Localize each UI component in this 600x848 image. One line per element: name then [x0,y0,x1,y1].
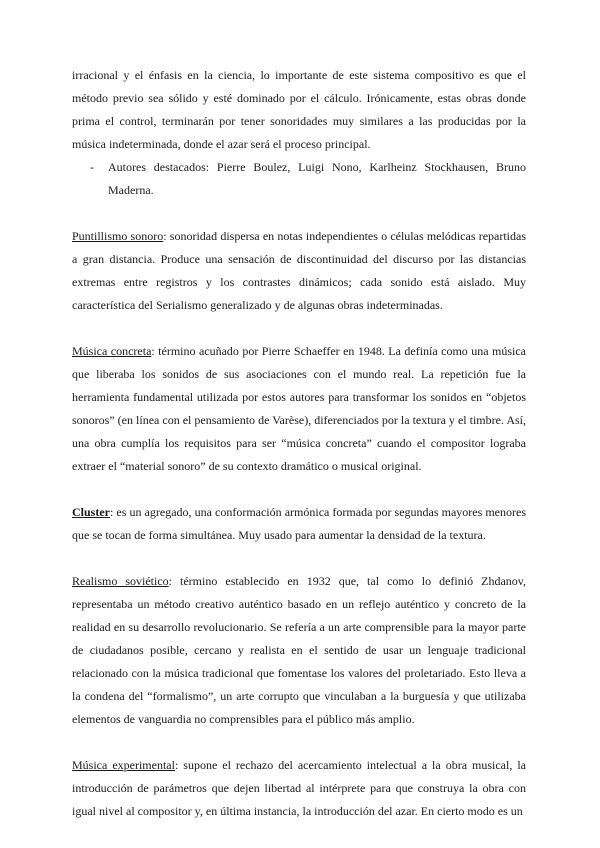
dash-bullet: - [90,160,94,174]
paragraph-gap [72,202,526,225]
document-body [72,64,526,823]
list-item-authors [72,156,526,202]
definition-musica-experimental: : supone el rechazo del acercamiento intelectual a la obra musical, la introducción de parámetros que dejen libertad al intérprete para que construya la obra con igual nivel al compositor y, en última instancia, la introducción del azar. En cierto modo es un [72,758,526,818]
term-puntillismo-sonoro: Puntillismo sonoro [72,229,164,243]
list-item-text: Autores destacados: Pierre Boulez, Luigi Nono, Karlheinz Stockhausen, Bruno Maderna. [108,160,526,197]
term-realismo-sovietico: Realismo soviético [72,574,169,588]
paragraph-gap [72,478,526,501]
definition-cluster: : es un agregado, una conformación armónica formada por segundas mayores menores que se tocan de forma simultánea. Muy usado para aumentar la densidad de la textura. [72,505,526,542]
section-musica-experimental [72,754,526,823]
section-musica-concreta [72,340,526,478]
definition-puntillismo-sonoro: : sonoridad dispersa en notas independientes o células melódicas repartidas a gran distancia. Produce una sensación de discontinuidad del discurso por las distancias extremas entre registros y los contrastes dinámicos; cada sonido está aislado. Muy característica del Serialismo generalizado y de algunas obras indeterminadas. [72,229,527,312]
paragraph-gap [72,317,526,340]
section-realismo-sovietico [72,570,526,731]
intro-paragraph: irracional y el énfasis en la ciencia, lo importante de este sistema compositivo es que el método previo sea sólido y esté dominado por el cálculo. Irónicamente, estas obras donde prima el control, terminarán por tener sonoridades muy similares a las producidas por la música indeterminada, donde el azar será el proceso principal. [72,68,526,151]
term-musica-concreta: Música concreta [72,344,152,358]
paragraph-gap [72,731,526,754]
section-puntillismo [72,225,526,317]
definition-musica-concreta: : término acuñado por Pierre Schaeffer en 1948. La definía como una música que liberaba los sonidos de sus asociaciones con el mundo real. La repetición fue la herramienta fundamental utilizada por estos autores para transformar los sonidos en “objetos sonoros” (en línea con el pensamiento de Varèse), diferenciados por la textura y el timbre. Así, una obra cumplía los requisitos para ser “música concreta” cuando el compositor lograba extraer el “material sonoro” de su contexto dramático o musical original. [72,344,526,473]
paragraph-gap [72,547,526,570]
term-cluster: Cluster [72,505,110,519]
definition-realismo-sovietico: : término establecido en 1932 que, tal como lo definió Zhdanov, representaba un método creativo auténtico basado en un reflejo auténtico y concreto de la realidad en su desarrollo revolucionario. Se refería a un arte comprensible para la mayor parte de ciudadanos posible, cercano y realista en el sentido de usar un lenguaje tradicional relacionado con la música tradicional que fomentase los valores del proletariado. Esto lleva a la condena del “formalismo”, un arte corrupto que vinculaban a la burguesía y que utilizaba elementos de vanguardia no comprensibles para el público más amplio. [72,574,526,726]
term-musica-experimental: Música experimental [72,758,175,772]
section-cluster [72,501,526,547]
